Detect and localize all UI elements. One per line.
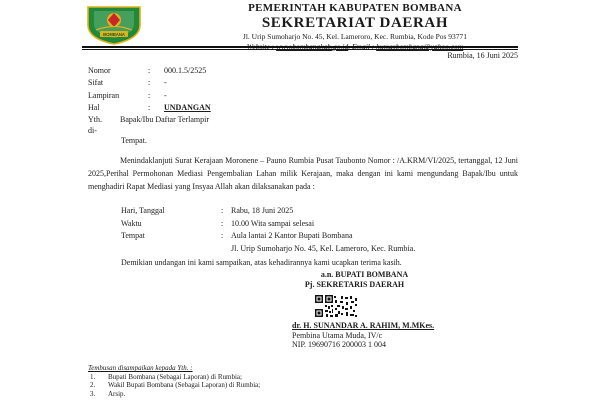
letterhead-rule-thick <box>82 46 518 48</box>
meta-sep: : <box>148 78 151 88</box>
meta-key: Lampiran <box>88 90 120 100</box>
email-label: . Email : <box>348 42 377 51</box>
meta-key: Nomor <box>88 65 111 75</box>
letter-date: Rumbia, 16 Juni 2025 <box>447 51 518 60</box>
di-row <box>88 125 209 136</box>
detail-sep <box>221 243 231 256</box>
letter-meta <box>88 64 211 114</box>
signature-title-1: a.n. BUPATI BOMBANA <box>320 270 409 279</box>
detail-row <box>121 218 415 231</box>
detail-sep: : <box>221 206 224 215</box>
letterhead-rule-thin <box>82 49 518 50</box>
meta-value: 000.1.5/2525 <box>164 65 207 75</box>
letterhead-government: PEMERINTAH KABUPATEN BOMBANA <box>248 2 462 14</box>
signatory-nip: NIP. 19690716 200003 1 004 <box>292 340 387 349</box>
addressee <box>88 114 209 136</box>
signatory <box>292 321 434 350</box>
detail-value: Jl. Urip Sumoharjo No. 45, Kel. Lameroro, Kec. Rumbia. <box>231 243 416 253</box>
copies-list <box>88 373 260 399</box>
meta-value: - <box>164 90 167 100</box>
signatory-name: dr. H. SUNANDAR A. RAHIM, M.MKes. <box>292 321 435 330</box>
copies-item <box>88 390 260 399</box>
meta-row <box>88 77 211 90</box>
copies-item-number: 2. <box>90 381 96 389</box>
detail-row <box>121 205 415 218</box>
meta-row <box>88 102 211 115</box>
event-details <box>121 205 415 255</box>
addressee-row <box>88 114 209 125</box>
bombana-logo-icon <box>82 3 146 45</box>
website-label: Website : <box>246 42 277 51</box>
detail-row <box>121 230 415 243</box>
meta-sep: : <box>148 103 151 113</box>
meta-key: Sifat <box>88 78 104 88</box>
meta-sep: : <box>148 65 151 75</box>
detail-key <box>121 243 221 256</box>
letterhead-address: Jl. Urip Sumoharjo No. 45, Kel. Lameroro, Kec. Rumbia, Kode Pos 93771 <box>242 32 468 41</box>
copies-to <box>88 364 260 398</box>
detail-key: Tempat <box>121 231 145 240</box>
detail-key: Hari, Tanggal <box>121 206 165 215</box>
copies-item-text: Wakil Bupati Bombana (Sebagai Laporan) di Rumbia; <box>108 381 261 389</box>
addressee-place: Tempat. <box>121 136 147 145</box>
meta-sep: : <box>148 90 151 100</box>
copies-item-number: 1. <box>90 372 96 381</box>
meta-value: UNDANGAN <box>164 103 211 113</box>
svg-text:BOMBANA: BOMBANA <box>103 32 125 37</box>
signature-block <box>292 270 427 290</box>
meta-key: Hal <box>88 103 100 113</box>
detail-key: Waktu <box>121 218 142 228</box>
email-link[interactable]: humasbombana@yahoo.com <box>376 42 464 51</box>
letterhead-office: SEKRETARIAT DAERAH <box>261 15 449 31</box>
copies-item <box>88 373 260 382</box>
detail-value: 10.00 Wita sampai selesai <box>231 218 315 228</box>
di-label: di- <box>88 126 97 135</box>
letter-body: Menindaklanjuti Surat Kerajaan Moronene – Pauno Rumbia Pusat Taubonto Nomor : /A.KRM/VI/2025, tertanggal, 12 Juni 2025,Perihal Permohonan Mediasi Pengembalian Lahan milik Kerajaan, maka dengan ini kami mengundang Bapak/Ibu untuk menghadiri Rapat Mediasi yang Insyaa Allah akan dilaksanakan pada : <box>88 156 518 191</box>
copies-item-text: Arsip. <box>108 389 126 398</box>
copies-item-text: Bupati Bombana (Sebagai Laporan) di Rumbia; <box>108 372 242 381</box>
detail-value: Aula lantai 2 Kantor Bupati Bombana <box>231 231 353 240</box>
copies-heading: Tembusan disampaikan kepada Yth. : <box>88 364 193 372</box>
signatory-rank: Pembina Utama Muda, IV/c <box>292 330 383 340</box>
meta-row <box>88 89 211 102</box>
letterhead <box>150 2 560 52</box>
website-link[interactable]: www.bombanakab.go.id <box>276 42 349 51</box>
meta-row <box>88 64 211 77</box>
addressee-name: Bapak/Ibu Daftar Terlampir <box>120 115 210 124</box>
yth-label: Yth. <box>88 115 102 124</box>
meta-value: - <box>164 78 167 88</box>
qr-code-icon <box>314 294 358 318</box>
detail-sep: : <box>221 231 224 240</box>
detail-row <box>121 243 415 256</box>
detail-value: Rabu, 18 Juni 2025 <box>231 206 294 215</box>
detail-sep: : <box>221 218 224 228</box>
copies-item <box>88 381 260 390</box>
letter-closing: Demikian undangan ini kami sampaikan, atas kehadirannya kami ucapkan terima kasih. <box>121 258 402 267</box>
signature-title-2: Pj. SEKRETARIS DAERAH <box>304 280 405 289</box>
copies-item-number: 3. <box>90 389 96 398</box>
